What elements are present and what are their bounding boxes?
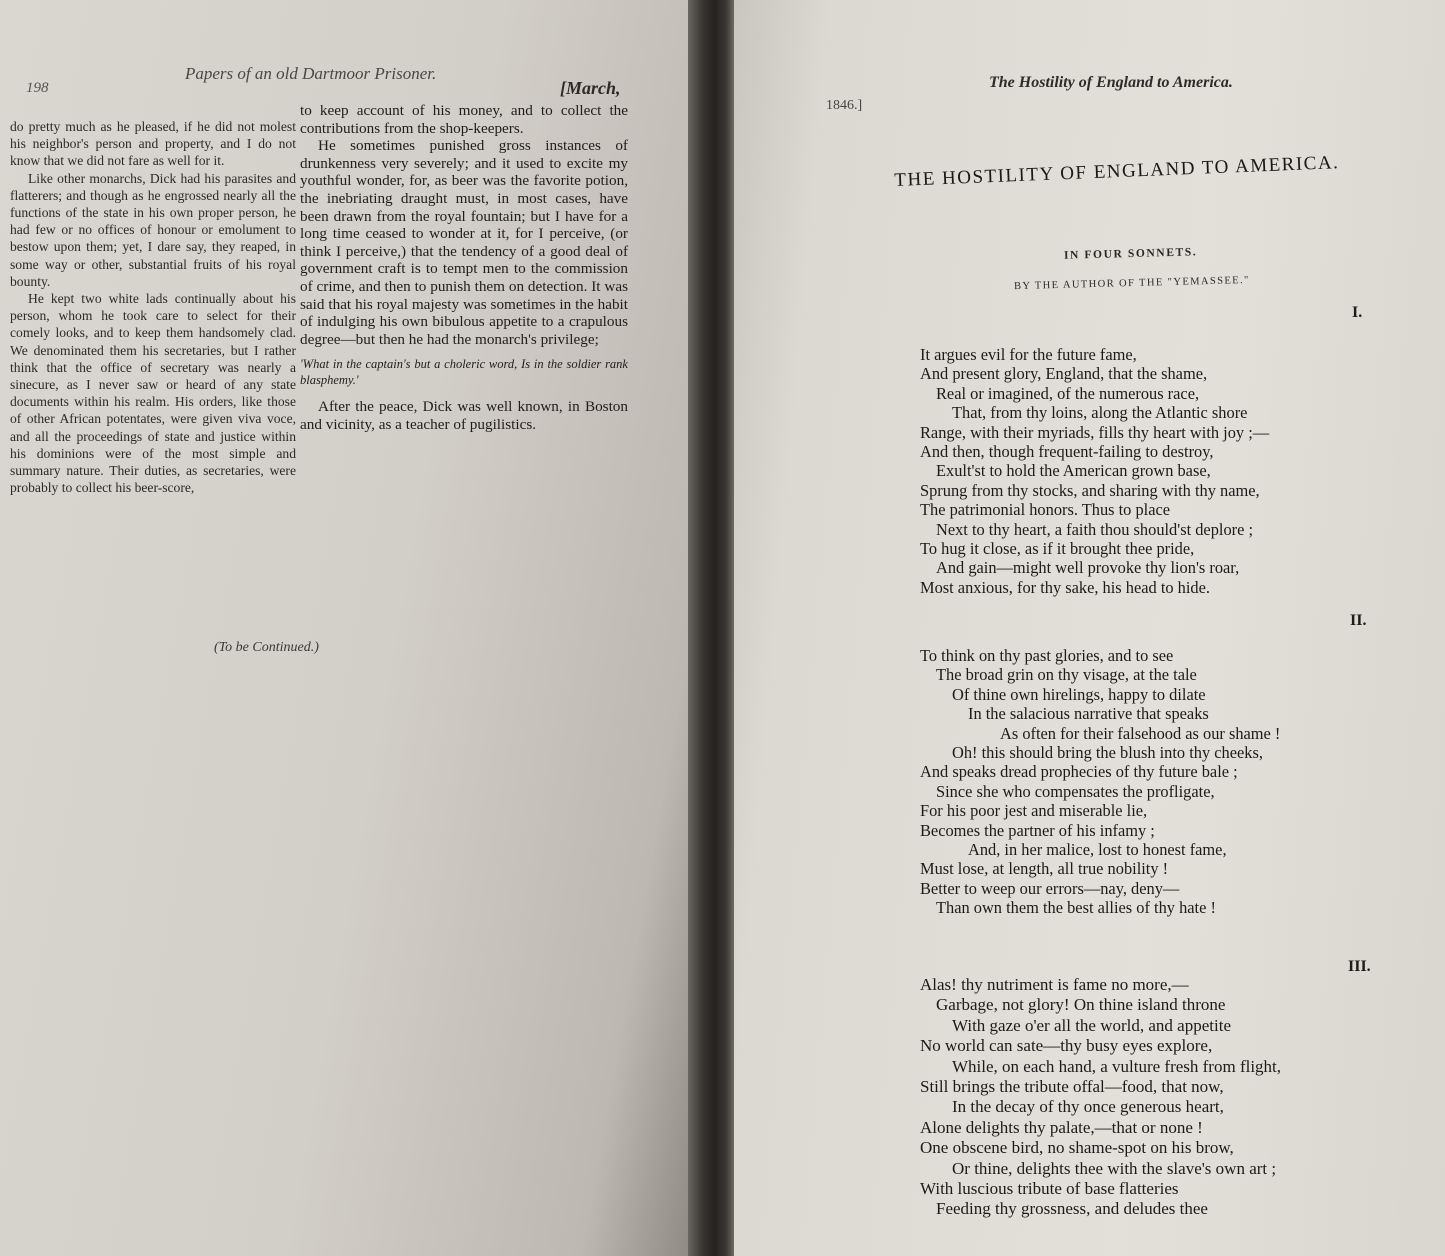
poem-line: Than own them the best allies of thy hate !: [936, 898, 1216, 918]
sonnet-numeral-1: I.: [1352, 304, 1363, 321]
paragraph: do pretty much as he pleased, if he did not molest his neighbor's person and property, and I do not know that we did not fare as well for it.: [10, 119, 296, 169]
poem-line: Range, with their myriads, fills thy heart with joy ;—: [920, 422, 1270, 442]
right-page: [734, 0, 1445, 1256]
right-page-number: 1846.]: [826, 98, 863, 113]
paragraph: to keep account of his money, and to collect the contributions from the shop-keepers.: [300, 102, 628, 137]
poem-line: While, on each hand, a vulture fresh from flight,: [952, 1056, 1282, 1076]
article-byline: BY THE AUTHOR OF THE "YEMASSEE.": [1013, 274, 1250, 293]
poem-line: With luscious tribute of base flatteries: [920, 1179, 1179, 1199]
poem-line: In the salacious narrative that speaks: [968, 704, 1209, 724]
poem-line: With gaze o'er all the world, and appetite: [952, 1015, 1231, 1035]
poem-line: For his poor jest and miserable lie,: [920, 801, 1148, 821]
poem-line: Feeding thy grossness, and deludes thee: [936, 1199, 1208, 1219]
sonnet-numeral-3: III.: [1348, 958, 1371, 975]
sonnet-3: [920, 975, 1440, 1220]
left-page: [0, 0, 690, 1256]
poem-line: Must lose, at length, all true nobility !: [920, 859, 1169, 879]
poem-line: One obscene bird, no shame-spot on his brow,: [920, 1138, 1234, 1158]
poem-line: In the decay of thy once generous heart,: [952, 1097, 1224, 1117]
poem-line: Or thine, delights thee with the slave's own art ;: [952, 1158, 1277, 1178]
poem-line: The patrimonial honors. Thus to place: [920, 500, 1171, 520]
poem-line: Since she who compensates the profligate,: [936, 781, 1215, 801]
poem-line: And present glory, England, that the shame,: [920, 364, 1208, 384]
article-subtitle: IN FOUR SONNETS.: [1063, 246, 1198, 262]
poem-line: Next to thy heart, a faith thou should'st deplore ;: [936, 519, 1254, 539]
poem-line: Sprung from thy stocks, and sharing with thy name,: [920, 480, 1260, 500]
paragraph: He sometimes punished gross instances of drunkenness very severely; and it used to excite my youthful wonder, for, as beer was the favorite potion, the inebriating draught must, in most cases, have been drawn from the royal fountain; but I have for a long time ceased to wonder at it, for I perceive, (or think I perceive,) that the tendency of a good deal of government craft is to tempt men to the commission of crime, and then to punish them on detection. It was said that his royal majesty was sometimes in the habit of indulging his own bibulous appetite to a crapulous degree—but then he had the monarch's privilege;: [300, 137, 628, 348]
left-running-month: [March,: [560, 78, 621, 98]
sonnet-numeral-2: II.: [1350, 612, 1367, 629]
poem-line: No world can sate—thy busy eyes explore,: [920, 1036, 1213, 1056]
poem-line: As often for their falsehood as our shame !: [1000, 723, 1281, 743]
poem-line: Of thine own hirelings, happy to dilate: [952, 684, 1206, 704]
poem-line: To think on thy past glories, and to see: [920, 646, 1174, 665]
article-title: THE HOSTILITY OF ENGLAND TO AMERICA.: [894, 152, 1340, 191]
left-page-number: 198: [26, 80, 49, 96]
poem-line: Garbage, not glory! On thine island throne: [936, 995, 1226, 1015]
poem-line: To hug it close, as if it brought thee pride,: [920, 539, 1195, 559]
sonnet-1: [920, 345, 1440, 597]
poem-line: And, in her malice, lost to honest fame,: [968, 840, 1227, 860]
sonnet-2: [920, 646, 1440, 918]
poem-line: And speaks dread prophecies of thy future bale ;: [920, 762, 1238, 782]
left-page-header: [0, 58, 690, 98]
poem-line: It argues evil for the future fame,: [920, 345, 1137, 364]
poem-line: Alas! thy nutriment is fame no more,—: [920, 975, 1189, 994]
poem-line: Real or imagined, of the numerous race,: [936, 383, 1200, 403]
left-page-column-2: [300, 102, 628, 434]
to-be-continued-note: (To be Continued.): [214, 640, 319, 655]
poem-line: And then, though frequent-failing to destroy,: [920, 442, 1214, 462]
right-running-title: The Hostility of England to America.: [989, 74, 1233, 91]
paragraph: 'What in the captain's but a choleric word, Is in the soldier rank blasphemy.': [300, 357, 628, 388]
paragraph: Like other monarchs, Dick had his parasites and flatterers; and though as he engrossed nearly all the functions of the state in his own proper person, he had few or no offices of honour or emolument to bestow upon them; yet, I dare say, they reaped, in some way or other, substantial fruits of his royal bounty.: [10, 170, 296, 289]
book-gutter: [688, 0, 736, 1256]
left-page-column-1: [10, 118, 296, 496]
poem-line: Most anxious, for thy sake, his head to hide.: [920, 577, 1210, 597]
poem-line: Still brings the tribute offal—food, that now,: [920, 1077, 1224, 1097]
poem-line: Oh! this should bring the blush into thy cheeks,: [952, 743, 1263, 763]
poem-line: Becomes the partner of his infamy ;: [920, 820, 1155, 840]
poem-line: Alone delights thy palate,—that or none !: [920, 1117, 1203, 1137]
paragraph: He kept two white lads continually about his person, whom he took care to select for their comely looks, and to keep them handsomely clad. We denominated them his secretaries, but I rather think that the office of secretary was nearly a sinecure, as I never saw or heard of any state documents within his realm. His orders, like those of other African potentates, were given viva voce, and all the proceedings of state and justice within his dominions were of the most simple and summary nature. Their duties, as secretaries, were probably to collect his beer-score,: [10, 291, 296, 496]
left-running-title: Papers of an old Dartmoor Prisoner.: [185, 64, 437, 83]
poem-line: Exult'st to hold the American grown base,: [936, 461, 1211, 481]
poem-line: The broad grin on thy visage, at the tale: [936, 665, 1197, 685]
poem-line: And gain—might well provoke thy lion's roar,: [936, 558, 1240, 578]
poem-line: That, from thy loins, along the Atlantic shore: [952, 403, 1248, 423]
poem-line: Better to weep our errors—nay, deny—: [920, 878, 1180, 898]
paragraph: After the peace, Dick was well known, in Boston and vicinity, as a teacher of pugilistics.: [300, 398, 628, 433]
